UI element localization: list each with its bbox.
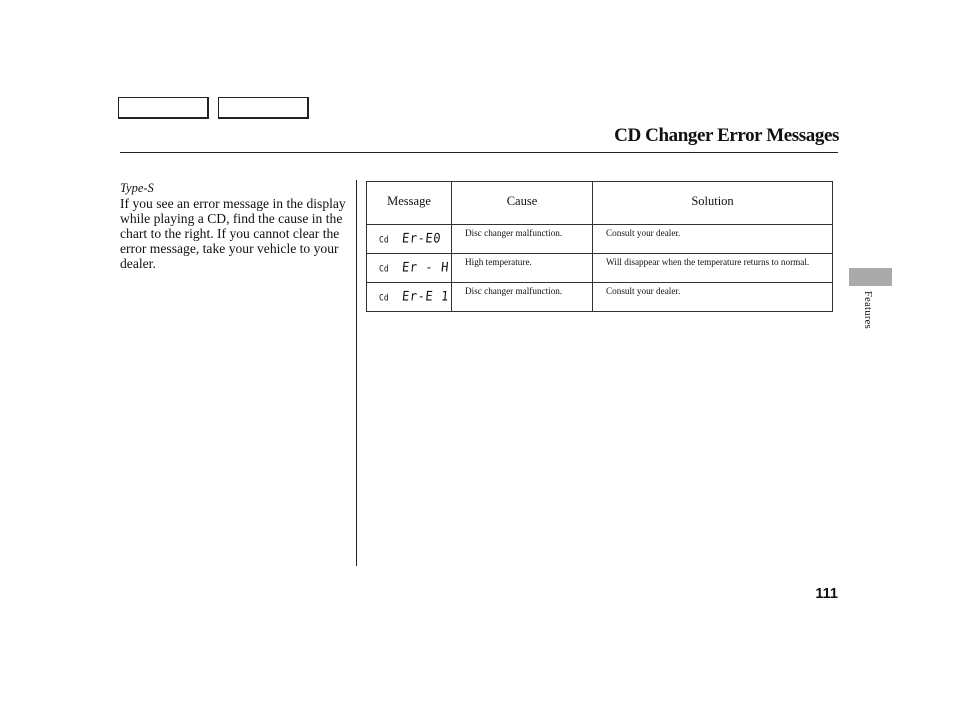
section-label: Features xyxy=(862,291,873,329)
error-code: Er-E 1 xyxy=(400,288,450,304)
page-number: 111 xyxy=(815,586,838,602)
cause-cell: High temperature. xyxy=(452,254,593,283)
display-prefix: Cd xyxy=(379,263,389,274)
section-tab-marker xyxy=(849,268,892,286)
model-label: Type-S xyxy=(120,181,154,195)
error-message-table xyxy=(366,181,833,312)
cause-cell: Disc changer malfunction. xyxy=(452,225,593,254)
page-title: CD Changer Error Messages xyxy=(614,125,839,146)
table-row xyxy=(367,225,833,254)
display-prefix: Cd xyxy=(379,234,389,245)
column-header-message: Message xyxy=(367,182,452,225)
error-message-cell xyxy=(367,225,452,254)
error-message-cell xyxy=(367,283,452,312)
table-header-row xyxy=(367,182,833,225)
column-divider xyxy=(356,180,357,566)
nav-tab-box-2 xyxy=(218,97,309,119)
table-row xyxy=(367,254,833,283)
column-header-solution: Solution xyxy=(593,182,833,225)
column-header-cause: Cause xyxy=(452,182,593,225)
segment-display-readout xyxy=(379,231,441,247)
table-row xyxy=(367,283,833,312)
error-message-cell xyxy=(367,254,452,283)
solution-cell: Consult your dealer. xyxy=(593,283,833,312)
intro-paragraph: If you see an error message in the display while playing a CD, find the cause in the chart to the right. If you cannot clear the error message, take your vehicle to your dealer. xyxy=(120,196,346,271)
error-code: Er - H xyxy=(400,259,450,275)
segment-display-readout xyxy=(379,260,449,276)
segment-display-readout xyxy=(379,289,449,305)
title-divider xyxy=(120,152,838,153)
nav-tab-box-1 xyxy=(118,97,209,119)
solution-cell: Will disappear when the temperature returns to normal. xyxy=(593,254,833,283)
intro-section xyxy=(120,181,346,271)
solution-cell: Consult your dealer. xyxy=(593,225,833,254)
error-code: Er-E0 xyxy=(400,230,442,246)
display-prefix: Cd xyxy=(379,292,389,303)
cause-cell: Disc changer malfunction. xyxy=(452,283,593,312)
